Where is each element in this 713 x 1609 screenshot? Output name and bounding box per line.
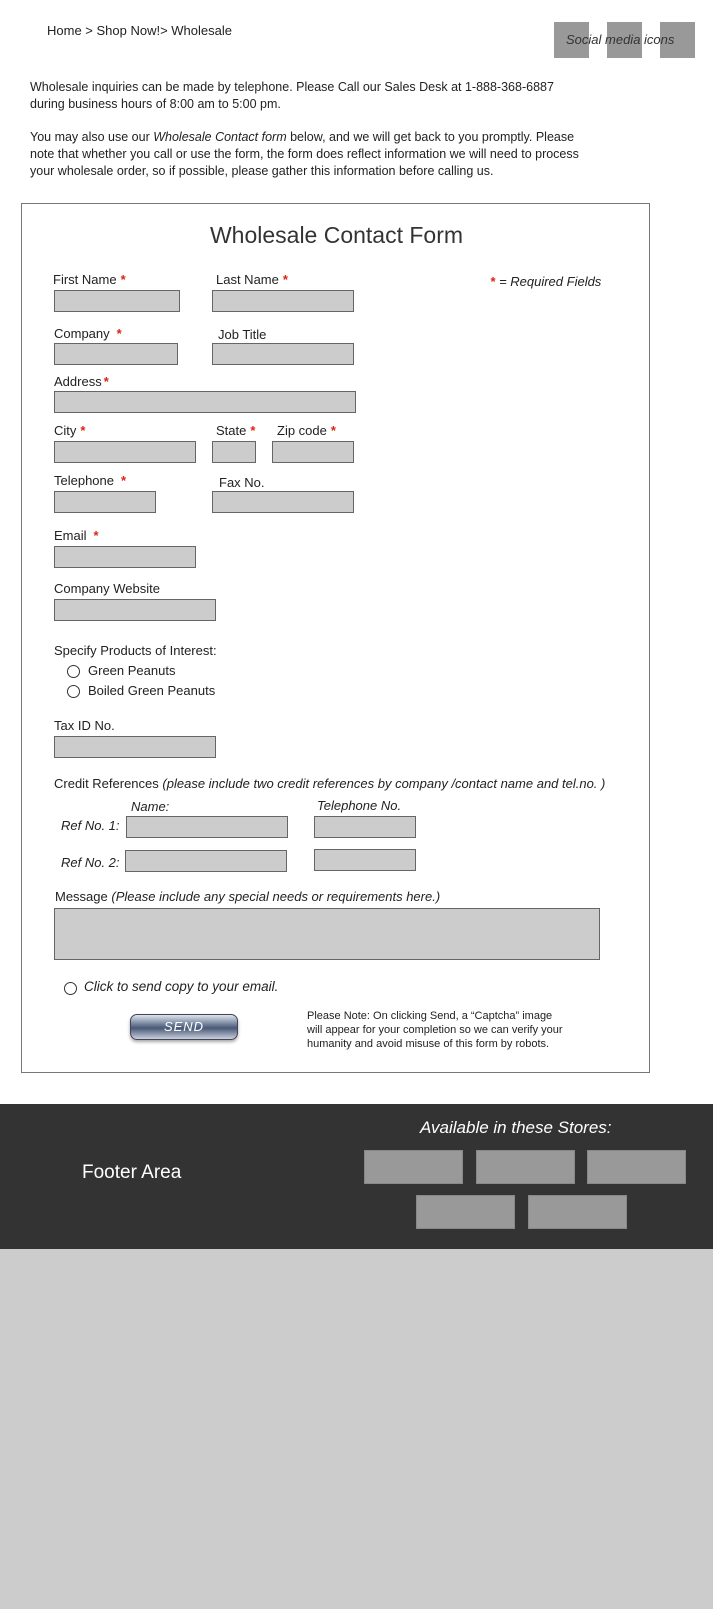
message-label <box>55 889 440 904</box>
wholesale-contact-form <box>21 203 650 1073</box>
boiled-green-peanuts-radio[interactable] <box>67 685 80 698</box>
intro-line: during business hours of 8:00 am to 5:00 pm. <box>30 97 281 111</box>
last-name-label <box>216 272 288 287</box>
required-star: * <box>121 473 127 488</box>
credit-references-label <box>54 776 605 791</box>
products-label: Specify Products of Interest: <box>54 643 217 658</box>
store-logo-5[interactable] <box>528 1195 627 1229</box>
zip-field[interactable] <box>272 441 354 463</box>
ref-2-label: Ref No. 2: <box>61 855 120 870</box>
intro-line <box>30 129 650 146</box>
required-star: * <box>250 423 256 438</box>
address-field[interactable] <box>54 391 356 413</box>
note-line: will appear for your completion so we can verify your <box>307 1024 563 1036</box>
job-title-field[interactable] <box>212 343 354 365</box>
company-field[interactable] <box>54 343 178 365</box>
store-logo-1[interactable] <box>364 1150 463 1184</box>
ref-1-telephone-field[interactable] <box>314 816 416 838</box>
label-text: Company <box>54 326 110 341</box>
state-field[interactable] <box>212 441 256 463</box>
required-fields-note <box>490 274 601 289</box>
stores-title: Available in these Stores: <box>420 1118 612 1137</box>
label-text: Credit References <box>54 776 159 791</box>
label-text: State <box>216 423 247 438</box>
intro-line: your wholesale order, so if possible, please gather this information before calling us. <box>30 164 494 178</box>
store-logo-4[interactable] <box>416 1195 515 1229</box>
tax-id-field[interactable] <box>54 736 216 758</box>
tax-id-label: Tax ID No. <box>54 718 115 733</box>
city-label <box>54 423 85 438</box>
send-copy-label: Click to send copy to your email. <box>84 979 279 994</box>
ref-telephone-header: Telephone No. <box>317 798 402 813</box>
green-peanuts-radio[interactable] <box>67 665 80 678</box>
telephone-label <box>54 473 126 488</box>
intro-text: You may also use our <box>30 130 154 144</box>
website-field[interactable] <box>54 599 216 621</box>
ref-1-name-field[interactable] <box>126 816 288 838</box>
first-name-field[interactable] <box>54 290 180 312</box>
send-button[interactable] <box>130 1014 238 1040</box>
footer <box>0 1104 713 1249</box>
credit-hint: (please include two credit references by company /contact name and tel.no. ) <box>162 776 606 791</box>
message-textarea[interactable] <box>54 908 600 960</box>
required-star: * <box>282 272 288 287</box>
intro-paragraph-1 <box>30 79 650 113</box>
label-text: Zip code <box>277 423 327 438</box>
captcha-note <box>307 1009 597 1051</box>
first-name-label <box>53 272 126 287</box>
label-text: Address <box>54 374 102 389</box>
label-text: Email <box>54 528 87 543</box>
label-text: Last Name <box>216 272 279 287</box>
company-label <box>54 326 122 341</box>
store-logo-2[interactable] <box>476 1150 575 1184</box>
breadcrumb[interactable]: Home > Shop Now!> Wholesale <box>47 23 232 38</box>
required-star: * <box>116 326 122 341</box>
required-star: * <box>103 374 109 389</box>
social-media-icons <box>554 22 695 58</box>
label-text: Message <box>55 889 108 904</box>
telephone-field[interactable] <box>54 491 156 513</box>
website-label: Company Website <box>54 581 160 596</box>
label-text: City <box>54 423 77 438</box>
ref-2-telephone-field[interactable] <box>314 849 416 871</box>
intro-text: below, and we will get back to you promptly. Please <box>286 130 575 144</box>
city-field[interactable] <box>54 441 196 463</box>
social-media-label: Social media icons <box>566 32 675 47</box>
ref-name-header: Name: <box>131 799 170 814</box>
store-logo-3[interactable] <box>587 1150 686 1184</box>
wholesale-form-link[interactable]: Wholesale Contact form <box>153 130 287 144</box>
fax-field[interactable] <box>212 491 354 513</box>
email-label <box>54 528 99 543</box>
green-peanuts-label: Green Peanuts <box>88 663 176 678</box>
intro-line: note that whether you call or use the form, the form does reflect information we will need to process <box>30 147 579 161</box>
note-line: humanity and avoid misuse of this form by robots. <box>307 1038 550 1050</box>
required-star: * <box>330 423 336 438</box>
required-star: * <box>490 274 496 289</box>
label-text: Telephone <box>54 473 114 488</box>
zip-label <box>277 423 336 438</box>
required-note-text: = Required Fields <box>499 274 602 289</box>
required-star: * <box>120 272 126 287</box>
message-hint: (Please include any special needs or requirements here.) <box>111 889 441 904</box>
required-star: * <box>93 528 99 543</box>
send-button-label: SEND <box>163 1019 205 1034</box>
address-label <box>54 374 109 389</box>
note-line: Please Note: On clicking Send, a “Captcha” image <box>307 1010 553 1022</box>
boiled-green-peanuts-label: Boiled Green Peanuts <box>88 683 216 698</box>
email-field[interactable] <box>54 546 196 568</box>
required-star: * <box>80 423 86 438</box>
form-title: Wholesale Contact Form <box>209 222 464 248</box>
label-text: First Name <box>53 272 117 287</box>
last-name-field[interactable] <box>212 290 354 312</box>
ref-2-name-field[interactable] <box>125 850 287 872</box>
fax-label: Fax No. <box>219 475 265 490</box>
intro-line: Wholesale inquiries can be made by telephone. Please Call our Sales Desk at 1-888-368-6887 <box>30 80 554 94</box>
intro-paragraph-2 <box>30 129 650 180</box>
job-title-label: Job Title <box>218 327 267 342</box>
send-copy-radio[interactable] <box>64 982 77 995</box>
footer-label: Footer Area <box>82 1162 182 1183</box>
state-label <box>216 423 255 438</box>
ref-1-label: Ref No. 1: <box>61 818 120 833</box>
